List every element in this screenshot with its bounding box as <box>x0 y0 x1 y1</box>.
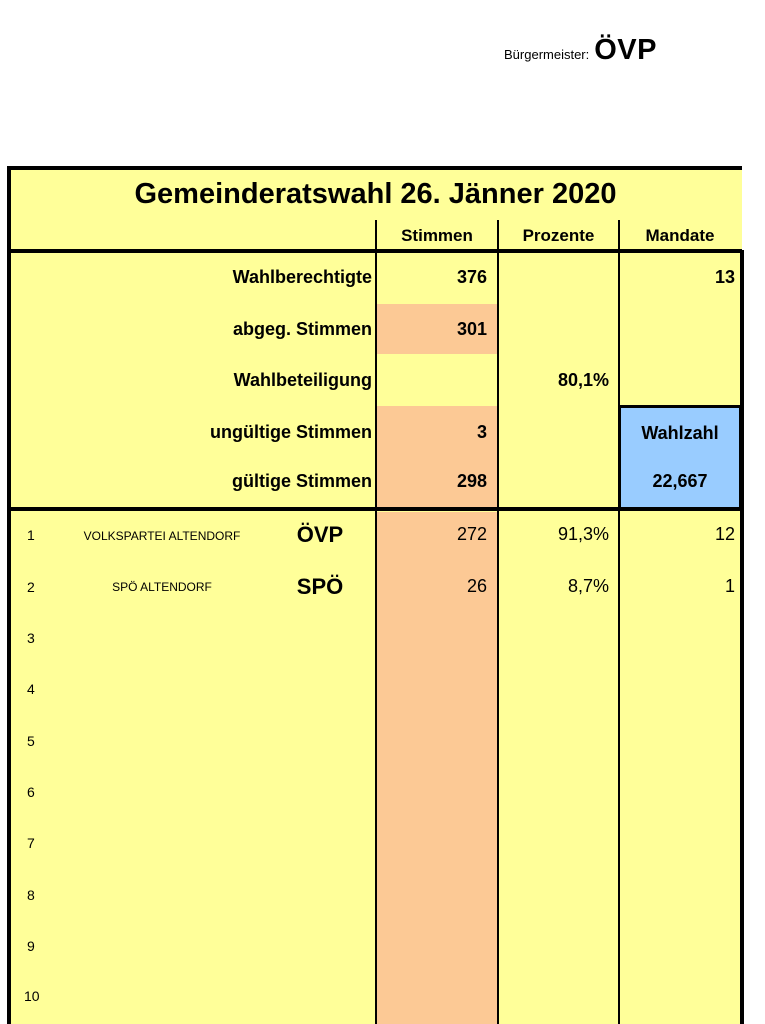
summary-stimmen: 376 <box>456 267 487 287</box>
summary-label: Wahlberechtigte <box>232 267 372 287</box>
summary-label: gültige Stimmen <box>231 471 372 491</box>
mayor-label: Bürgermeister: <box>504 47 590 62</box>
column-header-stimmen: Stimmen <box>401 226 473 245</box>
summary-label: Wahlbeteiligung <box>233 370 372 390</box>
wahlzahl-frame <box>618 405 742 509</box>
party-mandate: 12 <box>714 524 735 544</box>
summary-stimmen: 301 <box>456 319 487 339</box>
party-row-number: 1 <box>27 527 35 543</box>
mayor-info <box>504 34 657 67</box>
summary-mandate: 13 <box>714 267 735 287</box>
party-row-number: 10 <box>24 988 40 1004</box>
party-abbreviation: ÖVP <box>296 522 344 547</box>
party-abbreviation: SPÖ <box>296 574 344 599</box>
table-top-border <box>9 166 742 170</box>
party-row-number: 9 <box>27 938 35 954</box>
party-stimmen: 26 <box>466 576 487 596</box>
party-stimmen: 272 <box>456 524 487 544</box>
summary-prozente: 80,1% <box>557 370 609 390</box>
table-left-border <box>7 166 11 1024</box>
party-prozente: 8,7% <box>567 576 609 596</box>
party-mandate: 1 <box>724 576 735 596</box>
table-right-border <box>740 250 744 1024</box>
column-divider-2 <box>497 220 499 1024</box>
party-row-number: 2 <box>27 579 35 595</box>
party-row-number: 5 <box>27 733 35 749</box>
party-row-number: 6 <box>27 784 35 800</box>
party-row-number: 7 <box>27 835 35 851</box>
column-divider-1 <box>375 220 377 1024</box>
party-row-number: 3 <box>27 630 35 646</box>
column-divider-3 <box>618 220 620 1024</box>
party-name: SPÖ ALTENDORF <box>112 580 212 594</box>
party-row-number: 4 <box>27 681 35 697</box>
table-title: Gemeinderatswahl 26. Jänner 2020 <box>134 178 617 210</box>
column-header-mandate: Mandate <box>645 226 715 245</box>
summary-stimmen: 298 <box>456 471 487 491</box>
summary-label: abgeg. Stimmen <box>232 319 372 339</box>
party-prozente: 91,3% <box>557 524 609 544</box>
party-name: VOLKSPARTEI ALTENDORF <box>83 529 241 543</box>
party-row-number: 8 <box>27 887 35 903</box>
wahlzahl-value: 22,667 <box>652 471 708 491</box>
summary-stimmen: 3 <box>476 422 487 442</box>
column-header-prozente: Prozente <box>522 226 595 245</box>
wahlzahl-label: Wahlzahl <box>641 423 719 443</box>
mayor-party: ÖVP <box>594 34 657 66</box>
summary-label: ungültige Stimmen <box>210 422 372 442</box>
